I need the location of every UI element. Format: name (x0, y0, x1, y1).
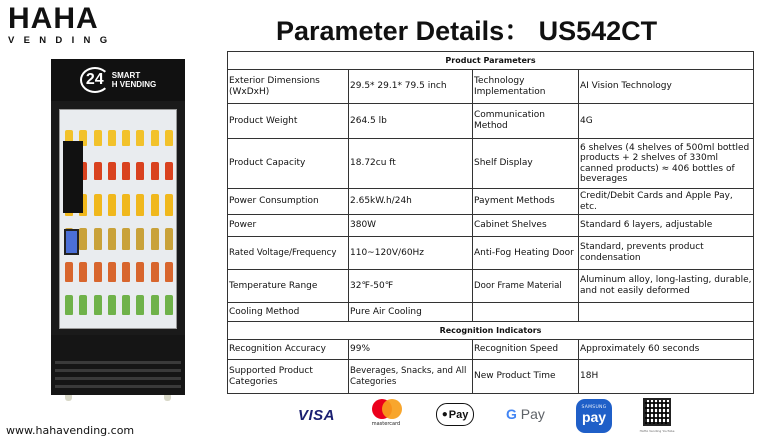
qr-code-icon[interactable] (643, 398, 671, 426)
param-label: Communication Method (473, 104, 579, 139)
table-row (228, 340, 754, 360)
param-label: Exterior Dimensions (WxDxH) (228, 70, 349, 104)
param-label: Supported Product Categories (228, 360, 349, 394)
brand-name: HAHA (8, 2, 99, 35)
vending-machine-image (51, 59, 185, 400)
badge-line1: SMART (111, 71, 141, 80)
table-row (228, 237, 754, 270)
apple-icon: ● (441, 409, 448, 420)
param-label: Recognition Speed (473, 340, 579, 360)
param-value: 380W (349, 215, 473, 237)
brand-subtitle: VENDING (8, 35, 117, 46)
table-row (228, 104, 754, 139)
brand-logo (8, 4, 116, 46)
website-url[interactable]: www.hahavending.com (6, 424, 135, 437)
google-pay-logo: G Pay (506, 406, 545, 422)
shelf-4 (65, 228, 173, 250)
param-value: Standard, prevents product condensation (579, 237, 754, 270)
param-value: Beverages, Snacks, and All Categories (349, 360, 473, 394)
payment-methods-row (296, 397, 676, 435)
page-title: Parameter Details： US542CT (276, 16, 658, 46)
table-row (228, 189, 754, 215)
param-value: 29.5* 29.1* 79.5 inch (349, 70, 473, 104)
table-row (228, 215, 754, 237)
param-label: Product Capacity (228, 139, 349, 189)
qr-caption: HAHA Vending YouTube (639, 429, 675, 433)
visa-logo: VISA (298, 407, 336, 424)
shelf-5 (65, 262, 173, 282)
smart-vending-badge (80, 67, 156, 93)
param-value: Approximately 60 seconds (579, 340, 754, 360)
param-value: 264.5 lb (349, 104, 473, 139)
param-label: Payment Methods (473, 189, 579, 215)
clock-24-icon: 24 (80, 67, 110, 93)
table-row (228, 70, 754, 104)
param-label: Rated Voltage/Frequency (228, 237, 349, 270)
param-label: Technology Implementation (473, 70, 579, 104)
param-value: Standard 6 layers, adjustable (579, 215, 754, 237)
wheel (164, 395, 171, 401)
fridge-header (51, 59, 185, 101)
samsung-pay-logo: SAMSUNG pay (576, 399, 612, 433)
param-value: 18.72cu ft (349, 139, 473, 189)
param-value: 2.65kW.h/24h (349, 189, 473, 215)
param-value: AI Vision Technology (579, 70, 754, 104)
param-value: 99% (349, 340, 473, 360)
param-label (473, 303, 579, 322)
mastercard-orange-circle-icon (382, 399, 402, 419)
fridge-door (51, 101, 185, 335)
parameter-table (227, 51, 754, 394)
wheel (65, 395, 72, 401)
param-label: Cooling Method (228, 303, 349, 322)
section-heading: Product Parameters (228, 52, 754, 70)
param-value: 4G (579, 104, 754, 139)
param-label: Temperature Range (228, 270, 349, 303)
param-value: 18H (579, 360, 754, 394)
mastercard-logo: mastercard (366, 399, 406, 433)
param-value: Pure Air Cooling (349, 303, 473, 322)
param-label: Power (228, 215, 349, 237)
fridge-base (51, 335, 185, 395)
shelf-6 (65, 295, 173, 315)
google-g-icon: G (506, 406, 517, 422)
param-value: Aluminum alloy, long-lasting, durable, and not easily deformed (579, 270, 754, 303)
param-label: Cabinet Shelves (473, 215, 579, 237)
badge-line2: H VENDING (111, 80, 157, 89)
apple-pay-logo: ● Pay (436, 403, 474, 426)
payment-screen (64, 229, 79, 255)
table-row (228, 139, 754, 189)
param-value: Credit/Debit Cards and Apple Pay, etc. (579, 189, 754, 215)
param-value: 110~120V/60Hz (349, 237, 473, 270)
param-label: Power Consumption (228, 189, 349, 215)
section-heading: Recognition Indicators (228, 322, 754, 340)
param-label: Product Weight (228, 104, 349, 139)
param-label: Door Frame Material (473, 270, 579, 303)
table-row (228, 303, 754, 322)
param-label: Recognition Accuracy (228, 340, 349, 360)
param-label: Anti-Fog Heating Door (473, 237, 579, 270)
param-label: New Product Time (473, 360, 579, 394)
table-row (228, 270, 754, 303)
param-value: 6 shelves (4 shelves of 500ml bottled products + 2 shelves of 330ml canned products) ≈ 406 bottles of beverages (579, 139, 754, 189)
instruction-panel (63, 141, 83, 213)
table-row (228, 360, 754, 394)
param-value (579, 303, 754, 322)
param-label: Shelf Display (473, 139, 579, 189)
param-value: 32℉-50℉ (349, 270, 473, 303)
